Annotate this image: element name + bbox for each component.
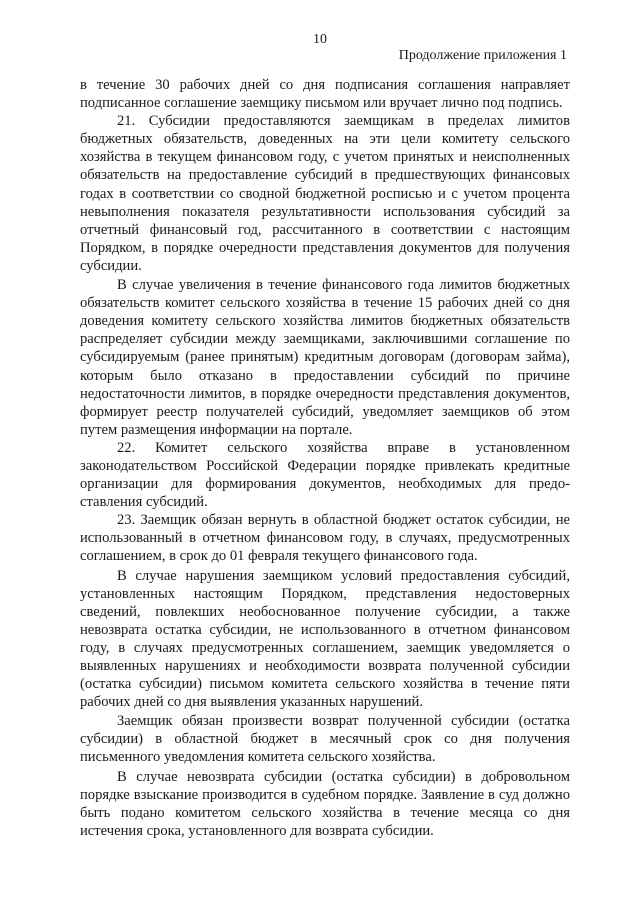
paragraph-return-obligation: Заемщик обязан произвести возврат полученной субсидии (остатка субсидии) в областной бюджет в месячный срок со дня получения письменного уведомления комитета сельского хозяйства. [80, 713, 570, 766]
paragraph-clause-21: 21. Субсидии предоставляются заемщикам в пределах лимитов бюджетных обязательств, доведенных на эти цели комитету сельского хозяйства в текущем финансовом году, с учетом принятых и неисполненных обязательств на предоставление субсидий в предшествующих финансовых годах в соответствии со сводной бюджетной росписью и с учетом процента невыполнения показателя результативности использования субсидий за отчетный финансовый год, рассчитанного в соответствии с настоящим Порядком, в порядке очередности представления документов для получения субсидии. [80, 113, 570, 274]
paragraph-continuation: в течение 30 рабочих дней со дня подписания соглашения направляет подписанное соглашение заемщику письмом или вручает лично под подпись. [80, 77, 570, 112]
paragraph-clause-23: 23. Заемщик обязан вернуть в областной бюджет остаток субсидии, не использованный в отчетном финансовом году, в случаях, предусмотренных соглашением, в срок до 01 февраля текущего финансового года. [80, 512, 570, 565]
page-number: 10 [313, 32, 327, 47]
paragraph-court-recovery: В случае невозврата субсидии (остатка субсидии) в добровольном порядке взыскание производится в судебном порядке. Заявление в суд должно быть подано комитетом сельского хозяйства в течение месяца со дня истечения срока, установленного для возврата субсидии. [80, 768, 570, 839]
paragraph-limits-increase: В случае увеличения в течение финансового года лимитов бюджетных обязательств комитет сельского хозяйства в течение 15 рабочих дней со дня доведения комитету сельского хозяйства лимитов бюджетных обязательств распределяет субсидии между заемщиками, заключившими соглашение по субсидируемым (ранее принятым) кредитным договорам (договорам займа), которым было отказано в предоставлении субсидий по причине недостаточности лимитов, в порядке очередности представления документов, формирует реестр получателей субсидий, уведомляет заемщиков об этом путем размещения информации на портале. [80, 277, 570, 438]
document-body [80, 76, 570, 840]
paragraph-violation-notice: В случае нарушения заемщиком условий предоставления субсидий, установленных настоящим Порядком, представления недостоверных сведений, повлекших необоснованное получение субсидии, а также невозврата остатка субсидии, не использованного в отчетном финансовом году, в случаях предусмотренных соглашением, заемщик уведомляется о выявленных нарушениях и необходимости возврата полученной субсидии (остатка субсидии) письмом комитета сельского хозяйства в течение пяти рабочих дней со дня выявления указанных нарушений. [80, 567, 570, 711]
appendix-continuation-label: Продолжение приложения 1 [398, 48, 567, 63]
paragraph-clause-22: 22. Комитет сельского хозяйства вправе в установленном законодательством Российской Федерации порядке привлекать кредитные организации для формирования документов, необходимых для предоставления субсидий. [80, 439, 570, 511]
